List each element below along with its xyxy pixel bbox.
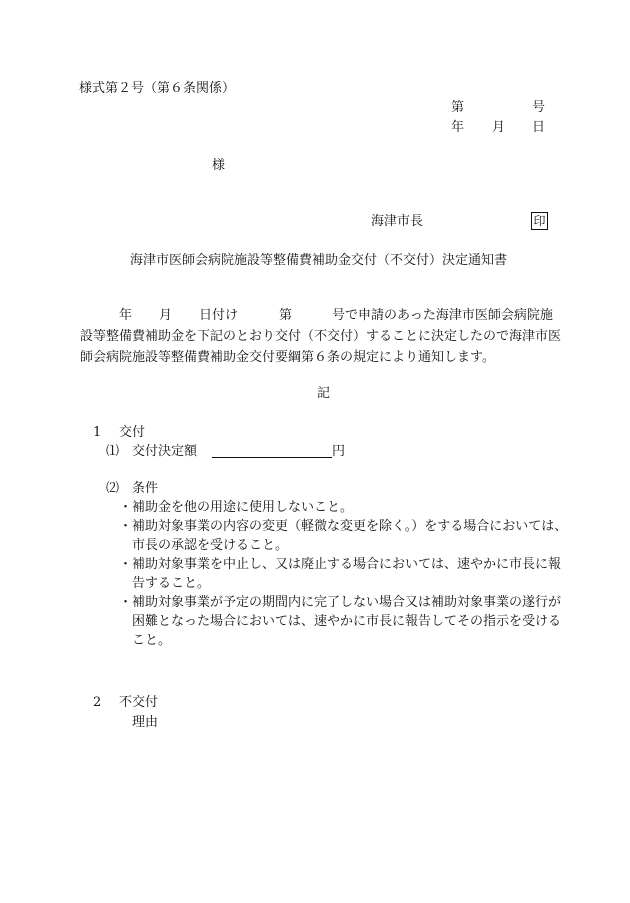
intro-line1-text: 号で申請のあった海津市医師会病院施 — [332, 308, 553, 323]
reason-label: 理由 — [132, 715, 159, 730]
section2-number: 2 — [93, 695, 102, 710]
date-month-label: 月 — [492, 120, 506, 135]
form-label: 様式第２号（第６条関係） — [79, 81, 236, 96]
addressee-honorific: 様 — [212, 158, 226, 173]
condition-4-line3: こと。 — [132, 633, 172, 648]
amount-blank-line — [212, 456, 332, 458]
item1-number: ⑴ — [106, 444, 120, 459]
seal-mark: 印 — [531, 212, 548, 230]
intro-line3: 師会病院施設等整備費補助金交付要綱第６条の規定により通知します。 — [80, 350, 495, 365]
condition-2-line1: ・補助対象事業の内容の変更（軽微な変更を除く。）をする場合においては、 — [119, 519, 568, 534]
intro-year-label: 年 — [119, 308, 133, 323]
intro-paragraph — [80, 305, 572, 368]
document-title: 海津市医師会病院施設等整備費補助金交付（不交付）決定通知書 — [130, 253, 508, 268]
item1-label: 交付決定額 — [132, 444, 198, 459]
ki-heading: 記 — [317, 386, 331, 401]
intro-no-prefix: 第 — [279, 308, 293, 323]
condition-3-line2: 告すること。 — [132, 576, 211, 591]
intro-line2: 設等整備費補助金を下記のとおり交付（不交付）することに決定したので海津市医 — [80, 329, 562, 344]
section2-title: 不交付 — [119, 695, 159, 710]
item2-number: ⑵ — [106, 481, 120, 496]
intro-month-label: 月 — [159, 308, 173, 323]
date-day-label: 日 — [532, 120, 546, 135]
intro-dated-label: 日付け — [199, 308, 239, 323]
doc-number-prefix: 第 — [451, 100, 465, 115]
issuer-title: 海津市長 — [371, 214, 424, 229]
condition-4-line2: 困難となった場合においては、速やかに市長に報告してその指示を受ける — [132, 614, 562, 629]
condition-4-line1: ・補助対象事業が予定の期間内に完了しない場合又は補助対象事業の遂行が — [119, 595, 562, 610]
section1-title: 交付 — [119, 425, 146, 440]
date-year-label: 年 — [451, 120, 465, 135]
doc-number-suffix: 号 — [532, 100, 546, 115]
condition-1-line1: ・補助金を他の用途に使用しないこと。 — [119, 500, 354, 515]
amount-unit: 円 — [332, 444, 346, 459]
item2-label: 条件 — [132, 481, 159, 496]
condition-2-line2: 市長の承認を受けること。 — [132, 538, 289, 553]
condition-3-line1: ・補助対象事業を中止し、又は廃止する場合においては、速やかに市長に報 — [119, 557, 562, 572]
section1-number: 1 — [93, 425, 102, 440]
